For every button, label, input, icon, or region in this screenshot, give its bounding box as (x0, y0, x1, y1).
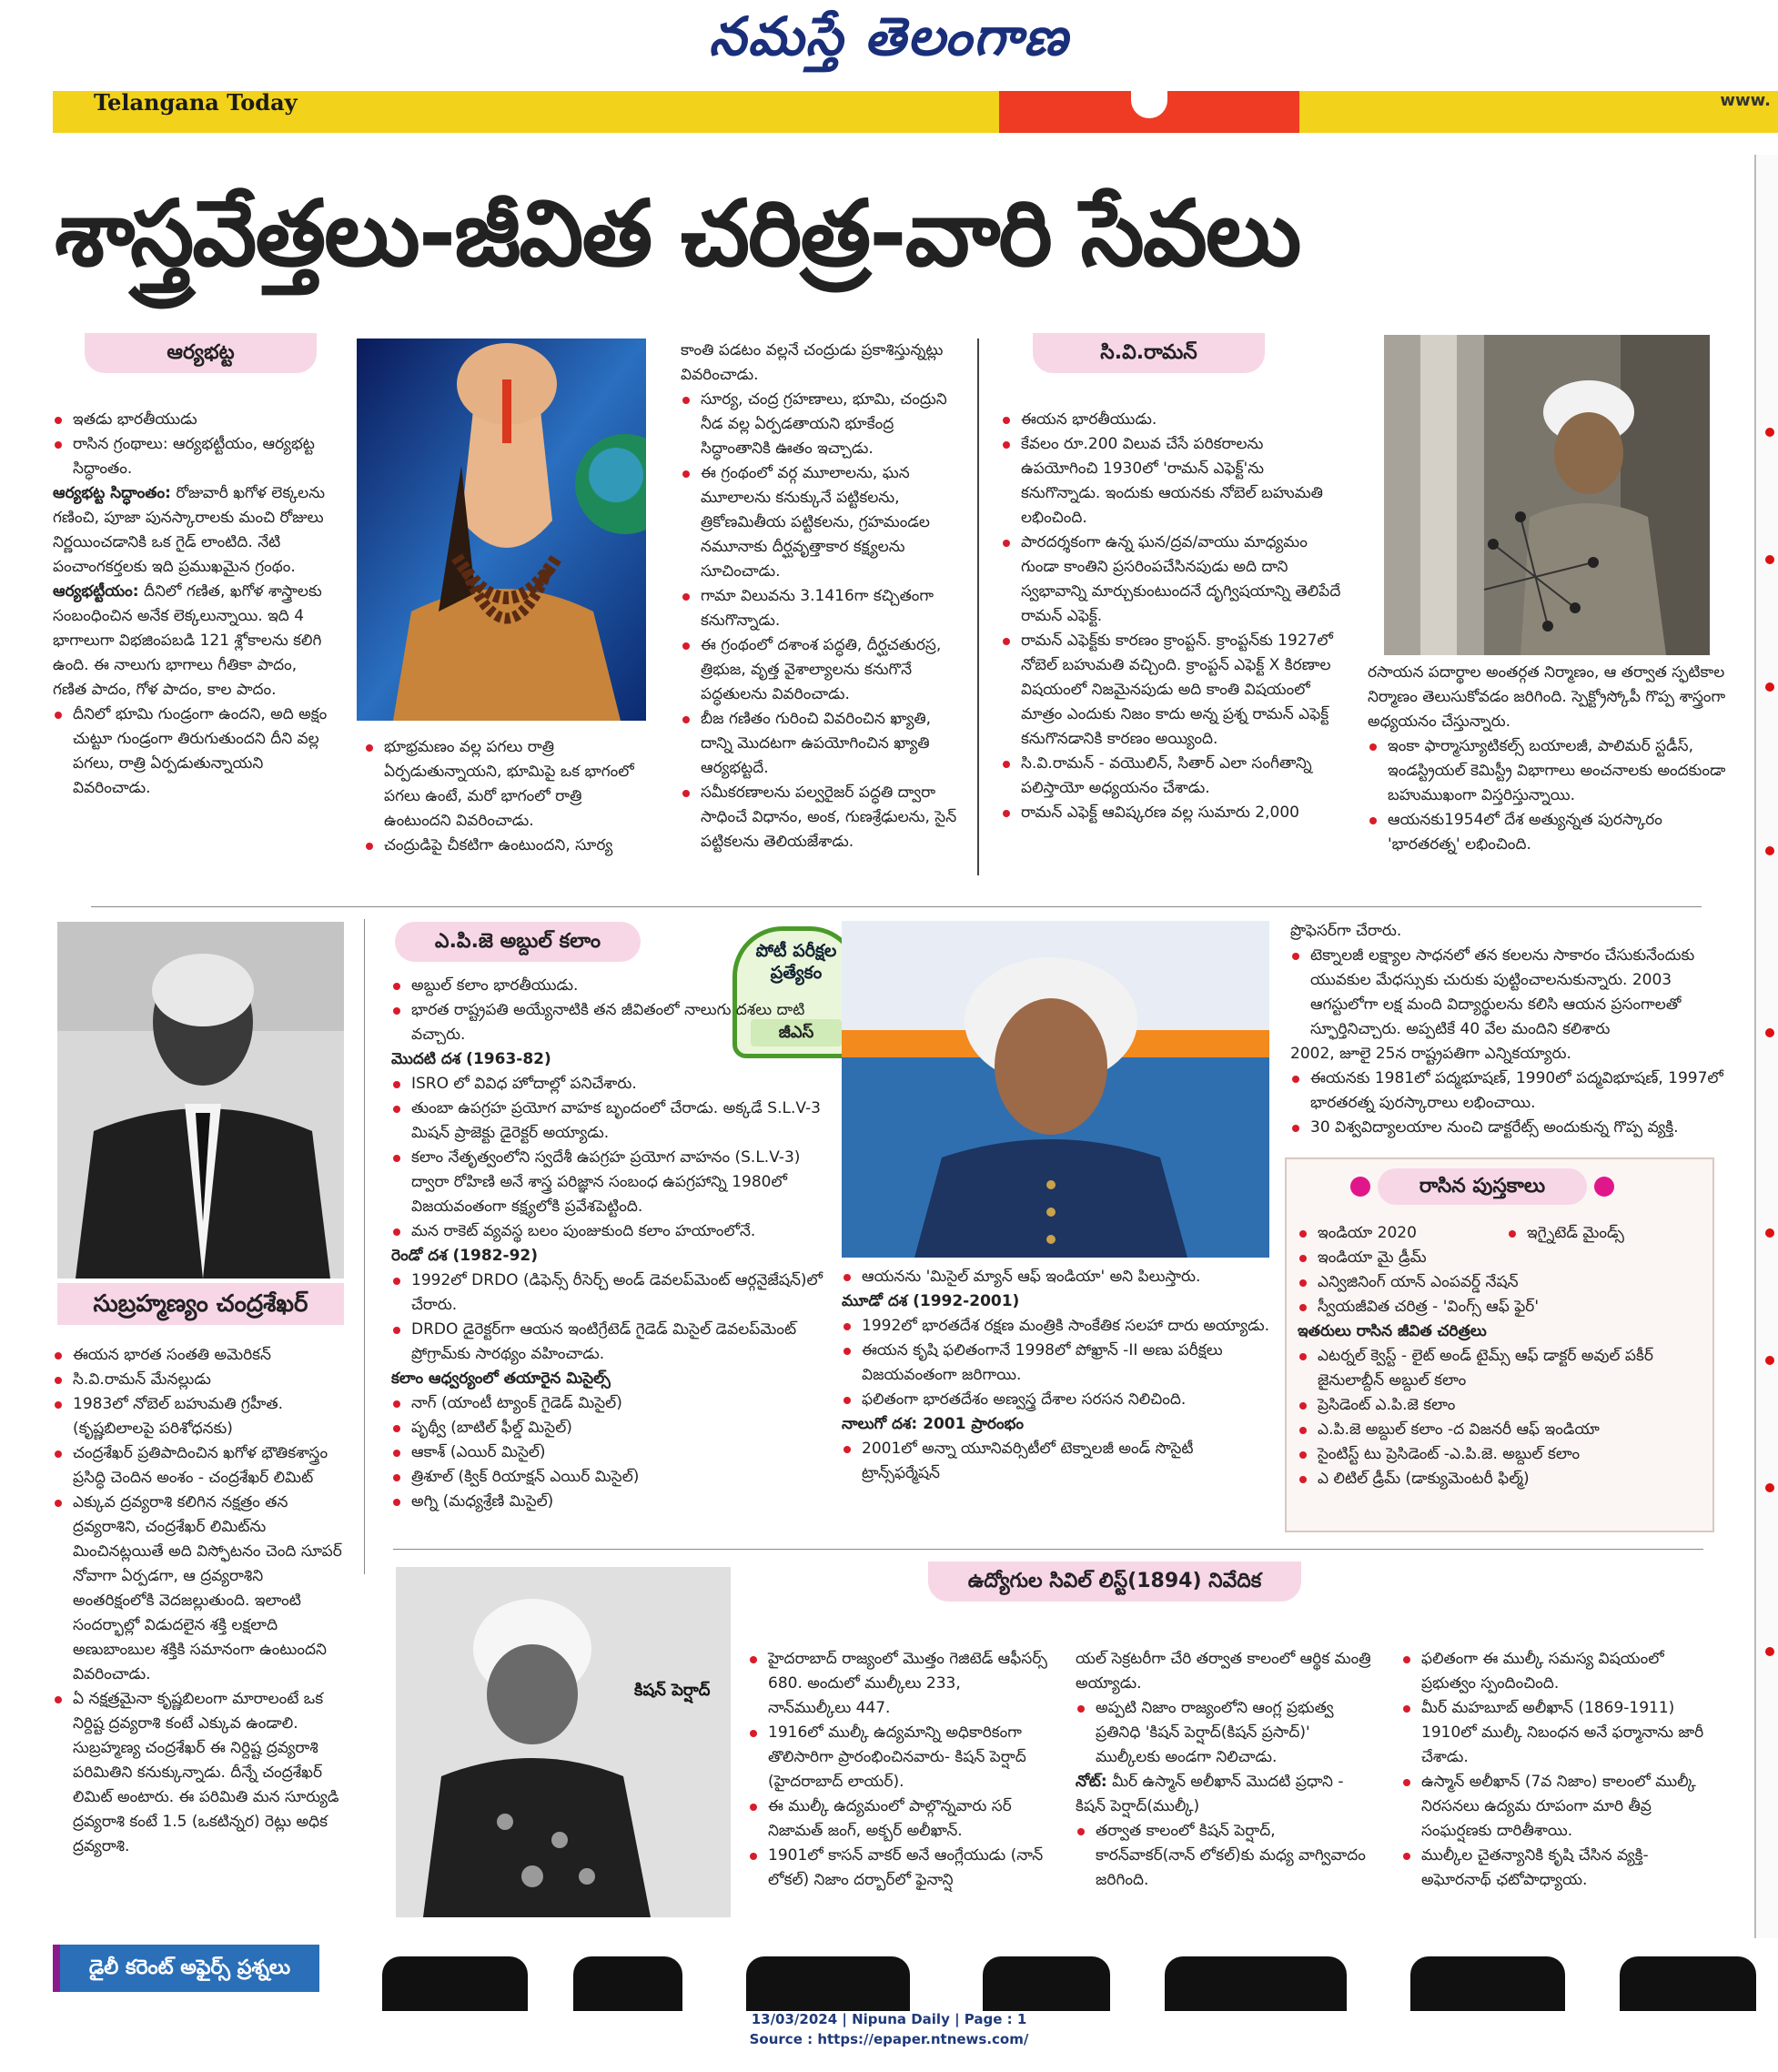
badge-tag: జీఎస్ (751, 1019, 842, 1046)
paragraph-label: ఆర్యభట్ట సిద్ధాంతం: (53, 484, 171, 502)
column-divider (977, 339, 979, 875)
phase-heading: కలాం ఆధ్వర్యంలో తయారైన మిసైల్స్ (391, 1370, 611, 1388)
civil-list-column-2 (1076, 1647, 1376, 1893)
bullet-item: గామా విలువను 3.1416గా కచ్చితంగా కనుగొన్నాడు. (681, 584, 963, 633)
bullet-item: భారత రాష్ట్రపతి అయ్యేనాటికి తన జీవితంలో నాలుగు దశలు దాటి వచ్చారు. (391, 998, 828, 1047)
bullet-item: అబ్దుల్ కలాం భారతీయుడు. (391, 974, 828, 998)
paragraph-text: దీనిలో గణిత, ఖగోళ శాస్త్రాలకు సంబంధించిన అనేక లెక్కలున్నాయి. ఇది 4 భాగాలుగా విభజింపబడి 121 శ్లోకాలను కలిగి ఉంది. ఈ నాలుగు భాగాలు గీతికా పాదం, గణిత పాదం, గోళ పాదం, కాల పాదం. (53, 582, 322, 699)
bullet-item: రామన్ ఎఫెక్ట్ ఆవిష్కరణ వల్ల సుమారు 2,000 (1001, 801, 1342, 825)
bullet-item: ఈయన కృషి ఫలితంగానే 1998లో పోఖ్రాన్ -II అణు పరీక్షలు విజయవంతంగా జరిగాయి. (842, 1339, 1274, 1388)
labeled-paragraph (1076, 1770, 1376, 1819)
civil-list-section-title: ఉద్యోగుల సివిల్ లిస్ట్(1894) నివేదిక (928, 1562, 1301, 1602)
bullet-item: పృథ్వీ (బాటిల్ ఫీల్డ్ మిసైల్) (391, 1416, 828, 1440)
biography-item: సైంటిస్ట్ టు ప్రెసిడెంట్ -ఎ.పి.జె. అబ్దుల్ కలాం (1298, 1442, 1702, 1467)
labeled-paragraph (53, 580, 335, 702)
telangana-today-logo: Telangana Today (94, 89, 298, 116)
bullet-item: ఈ గ్రంథంలో వర్గ మూలాలను, ఘన మూలాలను కనుక్కునే పట్టికలను, త్రికోణమితీయ పట్టికలను, గ్రహమండల నమూనాకు దీర్ఘవృత్తాకార కక్ష్యలను సూచించాడు. (681, 461, 963, 584)
bullet-item: రాసిన గ్రంథాలు: ఆర్యభట్టీయం, ఆర్యభట్ట సిద్ధాంతం. (53, 432, 335, 481)
bullet-item: కలాం నేతృత్వంలోని స్వదేశీ ఉపగ్రహ ప్రయోగ వాహనం (S.L.V-3) ద్వారా రోహిణి అనే శాస్త్ర పరిజ్ఞాన సంబంధ ఉపగ్రహాన్ని 1980లో విజయవంతంగా కక్ష్యలోకి ప్రవేశపెట్టింది. (391, 1146, 828, 1219)
chandrasekhar-list (53, 1343, 346, 1859)
books-first-row (1298, 1221, 1702, 1246)
masthead-logo: నమస్తే తెలంగాణ (709, 5, 1069, 67)
aryabhatta-section-title: ఆర్యభట్ట (85, 333, 317, 373)
book-item: ఇండియా 2020 (1298, 1221, 1489, 1246)
bullet-item: ఫలితంగా భారతదేశం అణ్వస్త్ర దేశాల సరసన నిలిచింది. (842, 1388, 1274, 1412)
bullet-item: పారదర్శకంగా ఉన్న ఘన/ద్రవ/వాయు మాధ్యమం గుండా కాంతిని ప్రసరింపచేసినపుడు అది దాని స్వభావాన్ని మార్చుకుంటుందనే దృగ్విషయాన్ని తెలిపేదే రామన్ ఎఫెక్ట్. (1001, 531, 1342, 629)
aryabhatta-list-1 (53, 408, 335, 801)
raman-list-1 (1001, 408, 1342, 825)
bullet-item: ముల్కీల చైతన్యానికి కృషి చేసిన వ్యక్తి- అఘోరనాథ్ ఛటోపాధ్యాయ. (1401, 1844, 1706, 1893)
civil-list-3 (1401, 1647, 1706, 1893)
bullet-item: ఇతడు భారతీయుడు (53, 408, 335, 432)
book-item: స్వీయజీవిత చరిత్ర - 'వింగ్స్ ఆఫ్ ఫైర్' (1298, 1295, 1702, 1319)
paragraph: 2002, జూలై 25న రాష్ట్రపతిగా ఎన్నికయ్యారు. (1290, 1045, 1571, 1063)
kalam-section-title: ఎ.పి.జె అబ్దుల్ కలాం (395, 922, 641, 962)
badge-text: పోటీ పరీక్షల ప్రత్యేకం (755, 941, 837, 983)
aryabhatta-illustration (357, 339, 646, 721)
photo-caption: కిషన్ పెర్షాద్ (634, 1681, 711, 1700)
paragraph-text: రోజువారీ ఖగోళ లెక్కలను గణించి, పూజా పునస్కారాలకు మంచి రోజులు నిర్ణయించడానికి ఒక గైడ్ లాంటిది. నేటి పంచాంగకర్తలకు ఇది ప్రముఖమైన గ్రంథం. (53, 484, 326, 576)
biography-item: ఎ లిటిల్ డ్రీమ్ (డాక్యుమెంటరీ ఫిల్మ్) (1298, 1467, 1702, 1491)
bullet-item: బీజ గణితం గురించి వివరించిన ఖ్యాతి, దాన్ని మొదటగా ఉపయోగించిన ఖ్యాతి ఆర్యభట్టదే. (681, 707, 963, 781)
book-item: ఎన్విజినింగ్ యాన్ ఎంపవర్డ్ నేషన్ (1298, 1270, 1702, 1295)
aryabhatta-column-3 (681, 339, 963, 854)
chandrasekhar-column (53, 1343, 346, 1859)
book-item: ఇగ్నైటెడ్ మైండ్స్ (1507, 1221, 1698, 1246)
kalam-list-2 (842, 1265, 1274, 1486)
aryabhatta-column-1 (53, 408, 335, 801)
section-divider (393, 1549, 1703, 1550)
bullet-item: ఆయనను 'మిసైల్ మ్యాన్ ఆఫ్ ఇండియా' అని పిలుస్తారు. (842, 1265, 1274, 1289)
bullet-item: రామన్ ఎఫెక్ట్‌కు కారణం క్రాంప్టన్. క్రాంప్టన్‌కు 1927లో నోబెల్ బహుమతి వచ్చింది. క్రాంప్టన్ ఎఫెక్ట్ X కిరణాల విషయంలో నిజమైనపుడు అది కాంతి విషయంలో మాత్రం ఎందుకు నిజం కాదు అన్న ప్రశ్న రామన్ ఎఫెక్ట్ కనుగొనడానికి కారణం అయ్యింది. (1001, 629, 1342, 752)
civil-list-column-1 (748, 1647, 1048, 1893)
pink-dot-icon (1594, 1177, 1614, 1197)
footer-source-line: Source : https://epaper.ntnews.com/ (749, 2031, 1029, 2047)
phase-heading: నాలుగో దశ: 2001 ప్రారంభం (842, 1415, 1024, 1433)
masthead (0, 0, 1778, 86)
labeled-paragraph (53, 481, 335, 580)
bullet-item: ఆకాశ్ (ఎయిర్ మిసైల్) (391, 1440, 828, 1465)
bullet-item: ఈ గ్రంథంలో దశాంశ పద్ధతి, దీర్ఘచతురస్ర, త్రిభుజ, వృత్త వైశాల్యాలను కనుగొనే పద్ధతులను వివరించాడు. (681, 633, 963, 707)
raman-photo (1384, 335, 1710, 655)
phase-heading: మూడో దశ (1992-2001) (842, 1292, 1020, 1310)
bullet-item: చంద్రుడిపై చీకటిగా ఉంటుందని, సూర్య (364, 834, 653, 858)
bullet-item: ఎక్కువ ద్రవ్యరాశి కలిగిన నక్షత్రం తన ద్రవ్యరాశిని, చంద్రశేఖర్ లిమిట్‌ను మించినట్లయితే అది విస్ఫోటనం చెంది సూపర్ నోవాగా ఏర్పడగా, ఆ ద్రవ్యరాశిని అంతరిక్షంలోకి వెదజల్లుతుంది. ఇలాంటి సందర్భాల్లో విడుదలైన శక్తి లక్షలాది అణుబాంబుల శక్తికి సమానంగా ఉంటుందని వివరించాడు. (53, 1491, 346, 1687)
civil-list-1 (748, 1647, 1048, 1893)
kalam-column-1 (391, 974, 828, 1514)
other-biographies-heading: ఇతరులు రాసిన జీవిత చరిత్రలు (1298, 1322, 1487, 1340)
bullet-item: తర్వాత కాలంలో కిషన్ పెర్షాద్, కారన్‌వాకర్(నాన్ లోకల్)కు మధ్య వాగ్వివాదం జరిగింది. (1076, 1819, 1376, 1893)
bullet-item: ISRO లో వివిధ హోదాల్లో పనిచేశారు. (391, 1072, 828, 1097)
bullet-item: 1983లో నోబెల్ బహుమతి గ్రహీత. (కృష్ణబిలాలపై పరిశోధనకు) (53, 1392, 346, 1441)
kalam-photo (842, 921, 1269, 1258)
bullet-item: 2001లో అన్నా యూనివర్సిటీలో టెక్నాలజీ అండ్ సొసైటీ ట్రాన్స్‌ఫర్మేషన్ (842, 1437, 1274, 1486)
biography-item: ప్రెసిడెంట్ ఎ.పి.జె కలాం (1298, 1393, 1702, 1418)
bullet-item: త్రిశూల్ (క్విక్ రియాక్షన్ ఎయిర్ మిసైల్) (391, 1465, 828, 1490)
bullet-item: ఫలితంగా ఈ ముల్కీ సమస్య విషయంలో ప్రభుత్వం స్పందించింది. (1401, 1647, 1706, 1696)
raman-list-2 (1368, 661, 1727, 857)
books-title: రాసిన పుస్తకాలు (1378, 1168, 1587, 1205)
paragraph-label: ఆర్యభట్టీయం: (53, 582, 139, 601)
kalam-list-1 (391, 974, 828, 1514)
page-headline: శాస్త్రవేత్తలు-జీవిత చరిత్ర-వారి సేవలు (55, 180, 1300, 287)
paragraph-text: మీర్ ఉస్మాన్ అలీఖాన్ మొదటి ప్రధాని - కిషన్ పెర్షాద్(ముల్కీ) (1076, 1773, 1344, 1815)
footer-date-line: 13/03/2024 | Nipuna Daily | Page : 1 (751, 2011, 1027, 2027)
biography-item: ఎ.పి.జె అబ్దుల్ కలాం -ద విజనరీ ఆఫ్ ఇండియా (1298, 1418, 1702, 1442)
aryabhatta-column-2 (364, 735, 653, 858)
bullet-item: DRDO డైరెక్టర్‌గా ఆయన ఇంటిగ్రేటెడ్ గైడెడ్ మిసైల్ డెవలప్‌మెంట్ ప్రోగ్రామ్‌కు సారథ్యం వహించాడు. (391, 1318, 828, 1367)
paragraph-label: నోట్: (1076, 1773, 1107, 1791)
bullet-item: సి.వి.రామన్ - వయొలిన్, సితార్ ఎలా సంగీతాన్ని పలిస్తాయో అధ్యయనం చేశాడు. (1001, 752, 1342, 801)
chandrasekhar-name-banner: సుబ్రహ్మణ్యం చంద్రశేఖర్ (57, 1283, 344, 1325)
phase-heading: రెండో దశ (1982-92) (391, 1247, 539, 1265)
chandrasekhar-photo (57, 922, 344, 1279)
bullet-item: ఈయనకు 1981లో పద్మభూషణ్, 1990లో పద్మవిభూషణ్, 1997లో భారతరత్న పురస్కారాలు లభించాయి. (1290, 1066, 1725, 1116)
bullet-item: ఈ ముల్కీ ఉద్యమంలో పాల్గొన్నవారు సర్ నిజామత్ జంగ్, అక్బర్ అలీఖాన్. (748, 1794, 1048, 1844)
bullet-item: 1901లో కాసన్ వాకర్ అనే ఆంగ్లేయుడు (నాన్ లోకల్) నిజాం దర్బార్‌లో ఫైనాన్షి (748, 1844, 1048, 1893)
paragraph: రసాయన పదార్థాల అంతర్గత నిర్మాణం, ఆ తర్వాత స్ఫటికాల నిర్మాణం తెలుసుకోవడం జరిగింది. స్పెక్ట్రోస్కోపీ గొప్ప శాస్త్రంగా అధ్యయనం చేస్తున్నారు. (1368, 663, 1726, 731)
bullet-item: చంద్రశేఖర్ ప్రతిపాదించిన ఖగోళ భౌతికశాస్త్రం ప్రసిద్ధి చెందిన అంశం - చంద్రశేఖర్ లిమిట్ (53, 1441, 346, 1491)
civil-list-column-3 (1401, 1647, 1706, 1893)
column-divider (364, 919, 365, 1574)
bullet-item: ఈయన భారతీయుడు. (1001, 408, 1342, 432)
bullet-item: నాగ్ (యాంటీ ట్యాంక్ గైడెడ్ మిసైల్) (391, 1391, 828, 1416)
bullet-item: దీనిలో భూమి గుండ్రంగా ఉందని, అది అక్షం చుట్టూ గుండ్రంగా తిరుగుతుందని దీని వల్ల పగలు, రాత్రి ఏర్పడుతున్నాయని వివరించాడు. (53, 702, 335, 801)
bullet-item: భూభ్రమణం వల్ల పగలు రాత్రి ఏర్పడుతున్నాయని, భూమిపై ఒక భాగంలో పగలు ఉంటే, మరో భాగంలో రాత్రి ఉంటుందని వివరించాడు. (364, 735, 653, 834)
biography-item: ఎటర్నల్ క్వెస్ట్ - లైట్ అండ్ టైమ్స్ ఆఫ్ డాక్టర్ అవుల్ పకీర్ జైనులాబ్దీన్ అబ్దుల్ కలాం (1298, 1344, 1702, 1393)
bullet-item: తుంబా ఉపగ్రహ ప్రయోగ వాహక బృందంలో చేరాడు. అక్కడే S.L.V-3 మిషన్ ప్రాజెక్టు డైరెక్టర్ అయ్యాడు. (391, 1097, 828, 1146)
bullet-item: 30 విశ్వవిద్యాలయాల నుంచి డాక్టరేట్స్ అందుకున్న గొప్ప వ్యక్తి. (1290, 1116, 1725, 1140)
kalam-list-3 (1290, 919, 1725, 1140)
website-fragment: www. (1720, 91, 1771, 110)
paragraph: కాంతి పడటం వల్లనే చంద్రుడు ప్రకాశిస్తున్నట్లు వివరించాడు. (681, 341, 944, 384)
bullet-item: కేవలం రూ.200 విలువ చేసే పరికరాలను ఉపయోగించి 1930లో 'రామన్ ఎఫెక్ట్'ను కనుగొన్నాడు. ఇందుకు ఆయనకు నోబెల్ బహుమతి లభించింది. (1001, 432, 1342, 531)
raman-section-title: సి.వి.రామన్ (1033, 333, 1265, 373)
section-divider (91, 906, 1702, 907)
civil-list-2 (1076, 1647, 1376, 1893)
bullet-item: 1992లో భారతదేశ రక్షణ మంత్రికి సాంకేతిక సలహా దారు అయ్యాడు. (842, 1314, 1274, 1339)
current-affairs-tab[interactable]: డైలీ కరెంట్ అఫైర్స్ ప్రశ్నలు (53, 1945, 319, 1992)
bullet-item: 1916లో ముల్కీ ఉద్యమాన్ని అధికారికంగా తొలిసారిగా ప్రారంభించినవారు- కిషన్ పెర్షాద్ (హైదరాబాద్ లాయర్). (748, 1721, 1048, 1794)
bullet-item: 1992లో DRDO (డిఫెన్స్ రీసెర్చ్ అండ్ డెవలప్‌మెంట్ ఆర్గనైజేషన్)లో చేరారు. (391, 1268, 828, 1318)
bullet-item: మన రాకెట్ వ్యవస్థ బలం పుంజుకుంది కలాం హయాంలోనే. (391, 1219, 828, 1244)
paragraph: యల్ సెక్రటరీగా చేరి తర్వాత కాలంలో ఆర్థిక మంత్రి అయ్యాడు. (1076, 1650, 1371, 1693)
bullet-item: అప్పటి నిజాం రాజ్యంలోని ఆంగ్ల ప్రభుత్వ ప్రతినిధి 'కిషన్ పెర్షాద్(కిషన్ ప్రసాద్)' ముల్కీలకు అండగా నిలిచాడు. (1076, 1696, 1376, 1770)
bullet-item: అగ్ని (మధ్యశ్రేణి మిసైల్) (391, 1490, 828, 1514)
books-more (1298, 1246, 1702, 1319)
bullet-item: సూర్య, చంద్ర గ్రహణాలు, భూమి, చంద్రుని నీడ వల్ల ఏర్పడతాయని భూకేంద్ర సిద్ధాంతానికి ఊతం ఇచ్చాడు. (681, 388, 963, 461)
bullet-item: సమీకరణాలను పల్వరైజర్ పద్ధతి ద్వారా సాధించే విధానం, అంక, గుణశ్రేఢులను, సైన్ పట్టికలను తెలియజేశాడు. (681, 781, 963, 854)
bullet-item: ఇంకా ఫార్మాస్యూటికల్స్ బయాలజీ, పాలిమర్ స్టడీస్, ఇండస్ట్రియల్ కెమిస్ట్రీ విభాగాలు అంచనాలకు అందకుండా బహుముఖంగా విస్తరిస్తున్నాయి. (1368, 734, 1727, 808)
bullet-item: మీర్ మహబూబ్ అలీఖాన్ (1869-1911) 1910లో ముల్కీ నిబంధన అనే ఫర్మానాను జారీ చేశాడు. (1401, 1696, 1706, 1770)
next-headline-strip (364, 1947, 1778, 2011)
raman-column-1 (1001, 408, 1342, 825)
bullet-item: సి.వి.రామన్ మేనల్లుడు (53, 1368, 346, 1392)
paragraph: ప్రొఫెసర్‌గా చేరారు. (1290, 922, 1402, 940)
bullet-item: ఈయన భారత సంతతి అమెరికన్ (53, 1343, 346, 1368)
bullet-item: ఉస్మాన్ అలీఖాన్ (7వ నిజాం) కాలంలో ముల్కీ నిరసనలు ఉద్యమ రూపంగా మారి తీవ్ర సంఘర్షణకు దారితీశాయి. (1401, 1770, 1706, 1844)
partner-banner (53, 91, 1778, 133)
kishan-pershad-photo (396, 1567, 731, 1917)
kalam-books-box (1285, 1157, 1714, 1532)
kalam-column-3 (1290, 919, 1725, 1140)
aryabhatta-list-2 (364, 735, 653, 858)
aryabhatta-list-3 (681, 339, 963, 854)
bullet-item: ఆయనకు1954లో దేశ అత్యున్నత పురస్కారం 'భారతరత్న' లభించింది. (1368, 808, 1727, 857)
books-list (1298, 1221, 1702, 1491)
right-edge-strip (1754, 155, 1778, 1938)
bullet-item: హైదరాబాద్ రాజ్యంలో మొత్తం గెజిటెడ్ ఆఫీసర్స్ 680. అందులో ముల్కీలు 233, నాన్‌ముల్కీలు 447. (748, 1647, 1048, 1721)
book-item: ఇండియా మై డ్రీమ్ (1298, 1246, 1702, 1270)
kalam-column-2 (842, 1265, 1274, 1486)
pink-dot-icon (1350, 1177, 1370, 1197)
bullet-item: టెక్నాలజీ లక్ష్యాల సాధనలో తన కలలను సాకారం చేసుకునేందుకు యువకుల మేధస్సుకు చురుకు పుట్టించాలనుకున్నారు. 2003 ఆగస్టులోగా లక్ష మంది విద్యార్థులను కలిసి ఆయన ప్రసంగాలతో స్ఫూర్తినిచ్చారు. అప్పటికే 40 వేల మందిని కలిశారు (1290, 944, 1725, 1042)
other-biographies-list (1298, 1344, 1702, 1491)
bullet-item: ఏ నక్షత్రమైనా కృష్ణబిలంగా మారాలంటే ఒక నిర్దిష్ట ద్రవ్యరాశి కంటే ఎక్కువ ఉండాలి. సుబ్రహ్మణ్య చంద్రశేఖర్ ఈ నిర్దిష్ట ద్రవ్యరాశి పరిమితిని కనుక్కున్నాడు. దీన్నే చంద్రశేఖర్ లిమిట్ అంటారు. ఈ పరిమితి మన సూర్యుడి ద్రవ్యరాశి కంటే 1.5 (ఒకటిన్నర) రెట్లు అధిక ద్రవ్యరాశి. (53, 1687, 346, 1859)
raman-column-2 (1368, 661, 1727, 857)
phase-heading: మొదటి దశ (1963-82) (391, 1050, 551, 1068)
